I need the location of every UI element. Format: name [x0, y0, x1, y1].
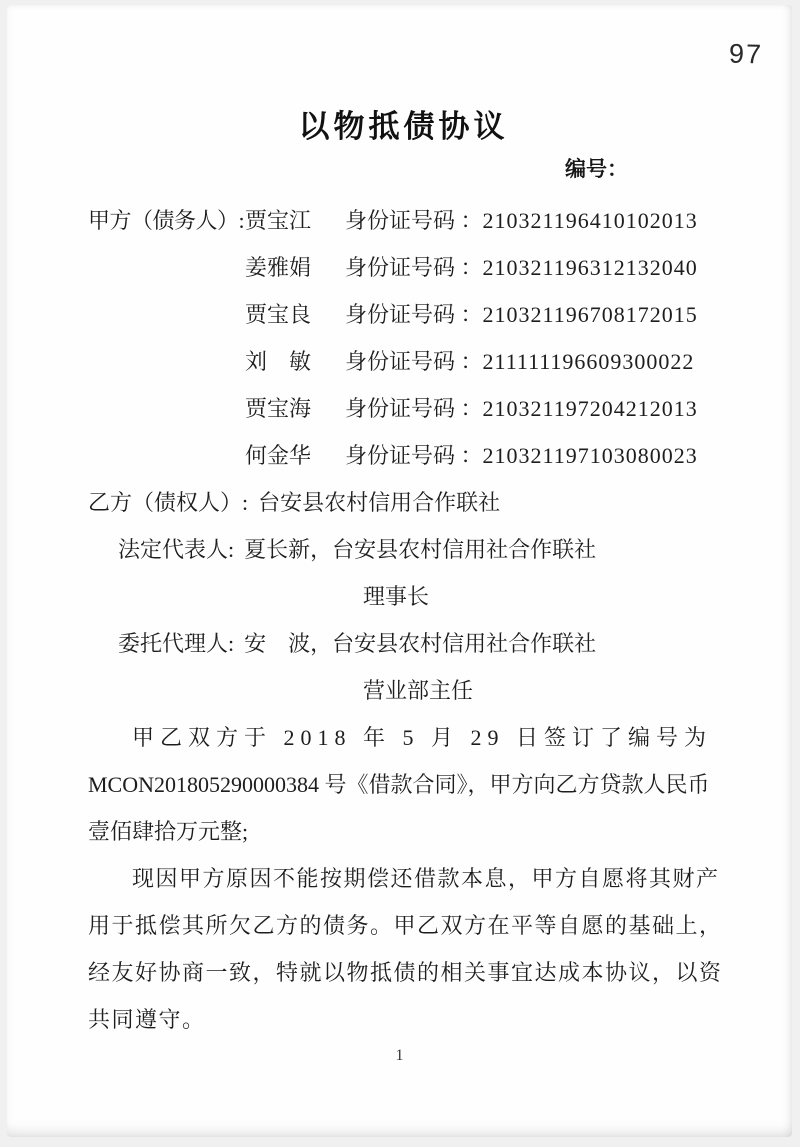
row-spacer: [88, 432, 245, 479]
id-number: 210321197103080023: [482, 443, 698, 468]
paragraph1-line: 甲乙双方于 2018 年 5 月 29 日签订了编号为: [132, 725, 713, 750]
document-body: [88, 197, 728, 1043]
row-spacer: [88, 244, 245, 291]
footer-page-number: 1: [395, 1047, 404, 1064]
member-name: 姜雅娟: [245, 255, 312, 280]
legal-rep-title: 理事长: [363, 584, 430, 609]
member-name: 贾宝江: [245, 208, 312, 233]
member-name: 贾宝良: [245, 302, 312, 327]
id-number: 211111196609300022: [482, 349, 695, 374]
row-spacer: [88, 385, 245, 432]
agent-label: 委托代理人:: [118, 631, 235, 656]
legal-rep-line: [88, 526, 728, 573]
agent-line: [88, 620, 728, 667]
party-b-name: 台安县农村信用合作联社: [258, 490, 501, 515]
paragraph2-line: 用于抵偿其所欠乙方的债务。甲乙双方在平等自愿的基础上，: [88, 913, 723, 938]
id-number: 210321196410102013: [482, 208, 698, 233]
party-a-row: [88, 197, 728, 244]
id-number: 210321196312132040: [482, 255, 698, 280]
member-name: 贾宝海: [245, 396, 312, 421]
id-label: 身份证号码 ：: [345, 302, 483, 327]
party-b-label: 乙方（债权人）:: [88, 490, 249, 515]
party-a-row: [88, 291, 728, 338]
paragraph2-line: 现因甲方原因不能按期偿还借款本息，甲方自愿将其财产: [132, 866, 720, 891]
paragraph2-line: 共同遵守。: [88, 1007, 206, 1032]
document-paper: [7, 5, 792, 1137]
paragraph1-line: 壹佰肆拾万元整;: [88, 819, 249, 844]
party-a-row: [88, 338, 728, 385]
member-name: 刘 敏: [245, 349, 312, 374]
id-number: 210321197204212013: [482, 396, 698, 421]
paragraph1-line: MCON201805290000384 号《借款合同》，甲方向乙方贷款人民币: [88, 772, 710, 797]
id-label: 身份证号码 ：: [345, 349, 483, 374]
agent-name: 安 波，台安县农村信用社合作联社: [244, 631, 597, 656]
party-a-row: [88, 244, 728, 291]
id-label: 身份证号码 ：: [345, 208, 483, 233]
row-spacer: [88, 338, 245, 385]
id-label: 身份证号码 ：: [345, 255, 483, 280]
id-number: 210321196708172015: [482, 302, 698, 327]
member-name: 何金华: [245, 443, 312, 468]
id-label: 身份证号码 ：: [345, 443, 483, 468]
document-number-label: 编号：: [565, 157, 628, 181]
party-a-row: [88, 432, 728, 479]
party-a-row: [88, 385, 728, 432]
agent-title: 营业部主任: [363, 678, 474, 703]
party-b-line: [88, 479, 728, 526]
document-title: 以物抵债协议: [298, 109, 509, 144]
handwritten-page-number: 97: [728, 38, 764, 70]
id-label: 身份证号码 ：: [345, 396, 483, 421]
legal-rep-label: 法定代表人:: [118, 537, 235, 562]
paragraph2-line: 经友好协商一致，特就以物抵债的相关事宜达成本协议，以资: [88, 960, 723, 985]
party-a-label: 甲方（债务人）:: [88, 208, 245, 233]
legal-rep-name: 夏长新，台安县农村信用社合作联社: [244, 537, 597, 562]
row-spacer: [88, 291, 245, 338]
